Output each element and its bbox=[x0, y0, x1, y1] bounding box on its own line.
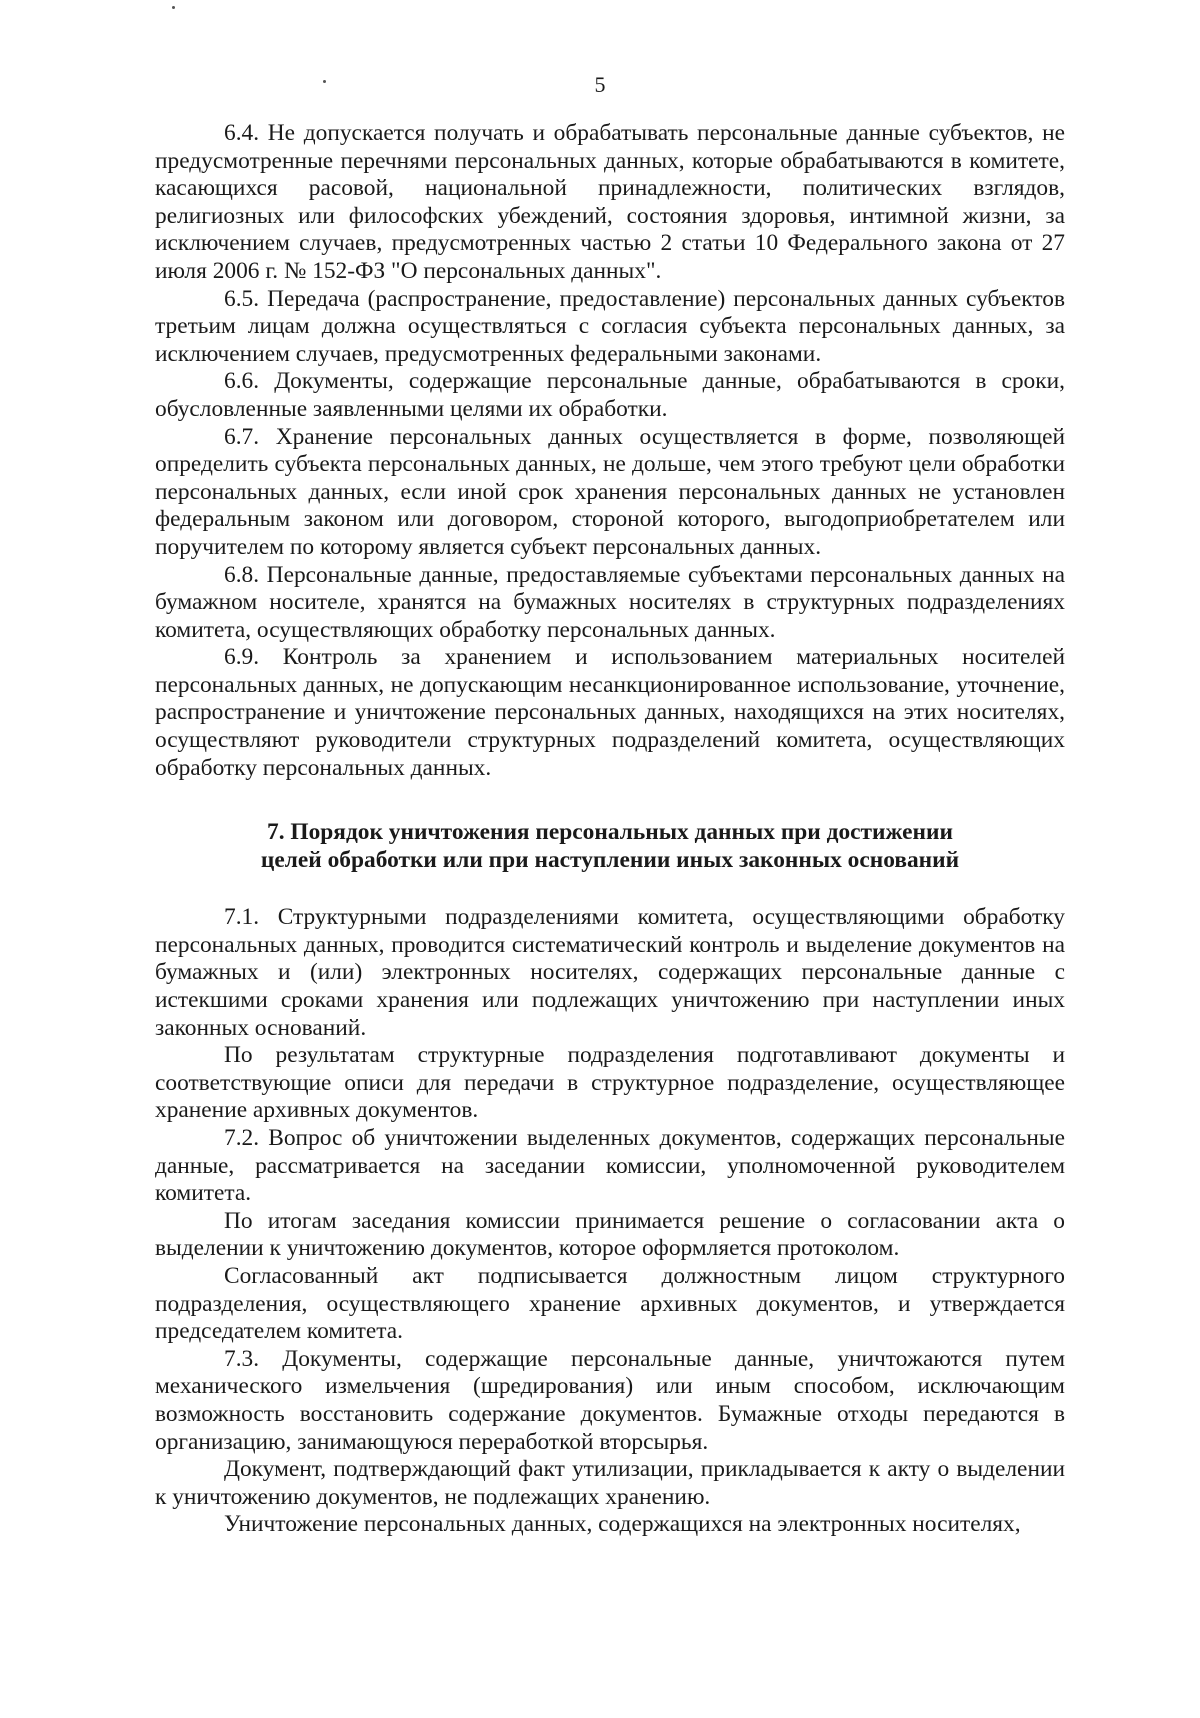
page-number: 5 bbox=[594, 72, 606, 97]
paragraph-7-2-approval: Согласованный акт подписывается должностным лицом структурного подразделения, осуществляющего хранение архивных документов, и утверждается председателем комитета. bbox=[155, 1262, 1065, 1345]
paragraph-7-3: 7.3. Документы, содержащие персональные данные, уничтожаются путем механического измельчения (шредирования) или иным способом, исключающим возможность восстановить содержание документов. Бумажные отходы передаются в организацию, занимающуюся переработкой вторсырья. bbox=[155, 1345, 1065, 1455]
paragraph-7-1: 7.1. Структурными подразделениями комитета, осуществляющими обработку персональных данных, проводится систематический контроль и выделение документов на бумажных и (или) электронных носителях, содержащих персональные данные с истекшими сроками хранения или подлежащих уничтожению при наступлении иных законных оснований. bbox=[155, 904, 1065, 1041]
paragraph-7-3-electronic: Уничтожение персональных данных, содержащихся на электронных носителях, bbox=[224, 1511, 1021, 1538]
paragraph-7-3-disposal: Документ, подтверждающий факт утилизации, прикладывается к акту о выделении к уничтожению документов, не подлежащих хранению. bbox=[155, 1456, 1065, 1510]
section-7-heading-line-1: 7. Порядок уничтожения персональных данных при достижении bbox=[267, 819, 953, 846]
paragraph-6-4: 6.4. Не допускается получать и обрабатывать персональные данные субъектов, не предусмотренные перечнями персональных данных, которые обрабатываются в комитете, касающихся расовой, национальной принадлежности, политических взглядов, религиозных или философских убеждений, состояния здоровья, интимной жизни, за исключением случаев, предусмотренных частью 2 статьи 10 Федерального закона от 27 июля 2006 г. № 152-ФЗ "О персональных данных". bbox=[155, 120, 1065, 284]
document-body bbox=[155, 120, 1065, 1539]
paragraph-6-6: 6.6. Документы, содержащие персональные данные, обрабатываются в сроки, обусловленные заявленными целями их обработки. bbox=[155, 368, 1065, 422]
section-7-heading-line-2: целей обработки или при наступлении иных законных оснований bbox=[260, 847, 960, 874]
paragraph-6-5: 6.5. Передача (распространение, предоставление) персональных данных субъектов третьим лицам должна осуществляться с согласия субъекта персональных данных, за исключением случаев, предусмотренных федеральными законами. bbox=[155, 285, 1065, 367]
paragraph-6-9: 6.9. Контроль за хранением и использованием материальных носителей персональных данных, не допускающим несанкционированное использование, уточнение, распространение и уничтожение персональных данных, находящихся на этих носителях, осуществляют руководители структурных подразделений комитета, осуществляющих обработку персональных данных. bbox=[155, 644, 1065, 781]
paragraph-7-1-results: По результатам структурные подразделения подготавливают документы и соответствующие описи для передачи в структурное подразделение, осуществляющее хранение архивных документов. bbox=[155, 1042, 1065, 1124]
section-spacer bbox=[155, 782, 1065, 818]
paragraph-6-7: 6.7. Хранение персональных данных осуществляется в форме, позволяющей определить субъекта персональных данных, не дольше, чем этого требуют цели обработки персональных данных, если иной срок хранения персональных данных не установлен федеральным законом или договором, стороной которого, выгодоприобретателем или поручителем по которому является субъект персональных данных. bbox=[155, 423, 1065, 560]
heading-spacer bbox=[155, 874, 1065, 904]
section-7-heading bbox=[155, 818, 1065, 874]
paragraph-7-2: 7.2. Вопрос об уничтожении выделенных документов, содержащих персональные данные, рассматривается на заседании комиссии, уполномоченной руководителем комитета. bbox=[155, 1125, 1065, 1207]
paragraph-7-2-decision: По итогам заседания комиссии принимается решение о согласовании акта о выделении к уничтожению документов, которое оформляется протоколом. bbox=[155, 1207, 1065, 1262]
scan-speck bbox=[172, 6, 175, 9]
paragraph-6-8: 6.8. Персональные данные, предоставляемые субъектами персональных данных на бумажном носителе, хранятся на бумажных носителях в структурных подразделениях комитета, осуществляющих обработку персональных данных. bbox=[155, 561, 1065, 643]
